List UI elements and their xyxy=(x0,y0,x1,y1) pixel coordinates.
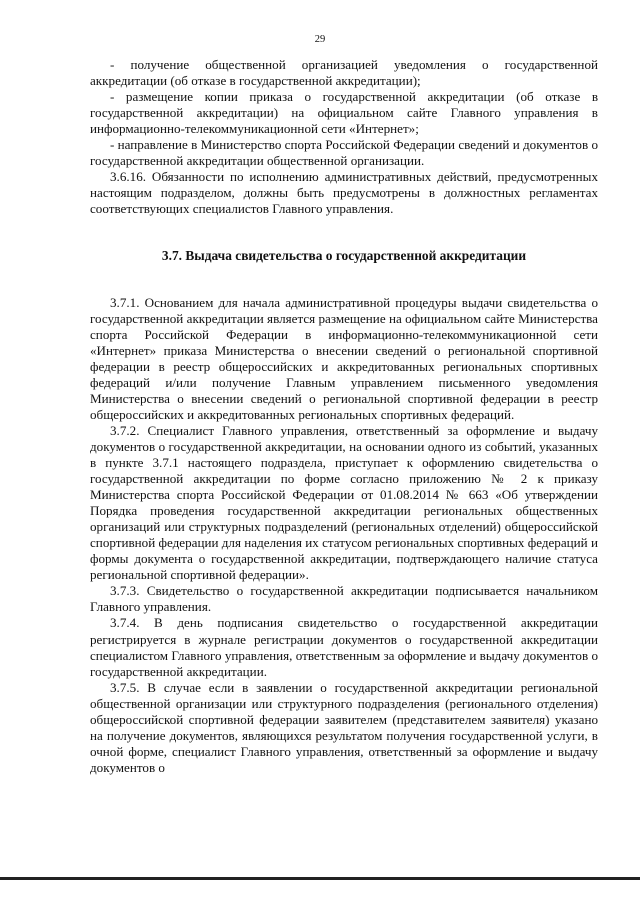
paragraph-3-7-5: 3.7.5. В случае если в заявлении о государственной аккредитации региональной общественной организации или структурного подразделения (регионального отделения) общероссийской спортивной федерации заявителем (представителем заявителя) указано на получение документов, являющихся результатом получения государственной услуги, в очной форме, специалист Главного управления, ответственный за оформление и выдачу документов о xyxy=(90,679,598,775)
list-item-notification: - получение общественной организацией уведомления о государственной аккредитации (об отказе в государственной аккредитации); xyxy=(90,57,598,89)
document-body xyxy=(90,57,598,776)
paragraph-3-7-3: 3.7.3. Свидетельство о государственной аккредитации подписывается начальником Главного управления. xyxy=(90,583,598,615)
paragraph-3-6-16: 3.6.16. Обязанности по исполнению административных действий, предусмотренных настоящим подразделом, должны быть предусмотрены в должностных регламентах соответствующих специалистов Главного управления. xyxy=(90,169,598,217)
section-heading: 3.7. Выдача свидетельства о государственной аккредитации xyxy=(161,248,527,264)
list-item-publication: - размещение копии приказа о государственной аккредитации (об отказе в государственной аккредитации) на официальном сайте Главного управления в информационно-телекоммуникационной сети «Интернет»; xyxy=(90,89,598,137)
paragraph-3-7-1: 3.7.1. Основанием для начала административной процедуры выдачи свидетельства о государственной аккредитации является размещение на официальном сайте Министерства спорта Российской Федерации в информационно-телекоммуникационной сети «Интернет» приказа Министерства о внесении сведений о региональной спортивной федерации в реестр общероссийских и аккредитованных региональных спортивных федераций и/или получение Главным управлением письменного уведомления Министерства о внесении сведений о региональной спортивной федерации в реестр общероссийских и аккредитованных региональных спортивных федераций. xyxy=(90,294,598,422)
paragraph-3-7-4: 3.7.4. В день подписания свидетельство о государственной аккредитации регистрируется в журнале регистрации документов о государственной аккредитации специалистом Главного управления, ответственным за оформление и выдачу документов о государственной аккредитации. xyxy=(90,615,598,679)
paragraph-3-7-2: 3.7.2. Специалист Главного управления, ответственный за оформление и выдачу документов о государственной аккредитации, на основании одного из событий, указанных в пункте 3.7.1 настоящего подраздела, приступает к оформлению свидетельства о государственной аккредитации по форме согласно приложению № 2 к приказу Министерства спорта Российской Федерации от 01.08.2014 № 663 «Об утверждении Порядка проведения государственной аккредитации региональных общественных организаций или структурных подразделений (региональных отделений) общероссийской спортивной федерации для наделения их статусом региональных спортивных федераций и формы документа о государственной аккредитации, подтверждающего наличие статуса региональной спортивной федерации». xyxy=(90,422,598,583)
page-number: 29 xyxy=(314,34,326,45)
scan-edge-line xyxy=(0,877,640,880)
list-item-ministry: - направление в Министерство спорта Российской Федерации сведений и документов о государственной аккредитации общественной организации. xyxy=(90,137,598,169)
